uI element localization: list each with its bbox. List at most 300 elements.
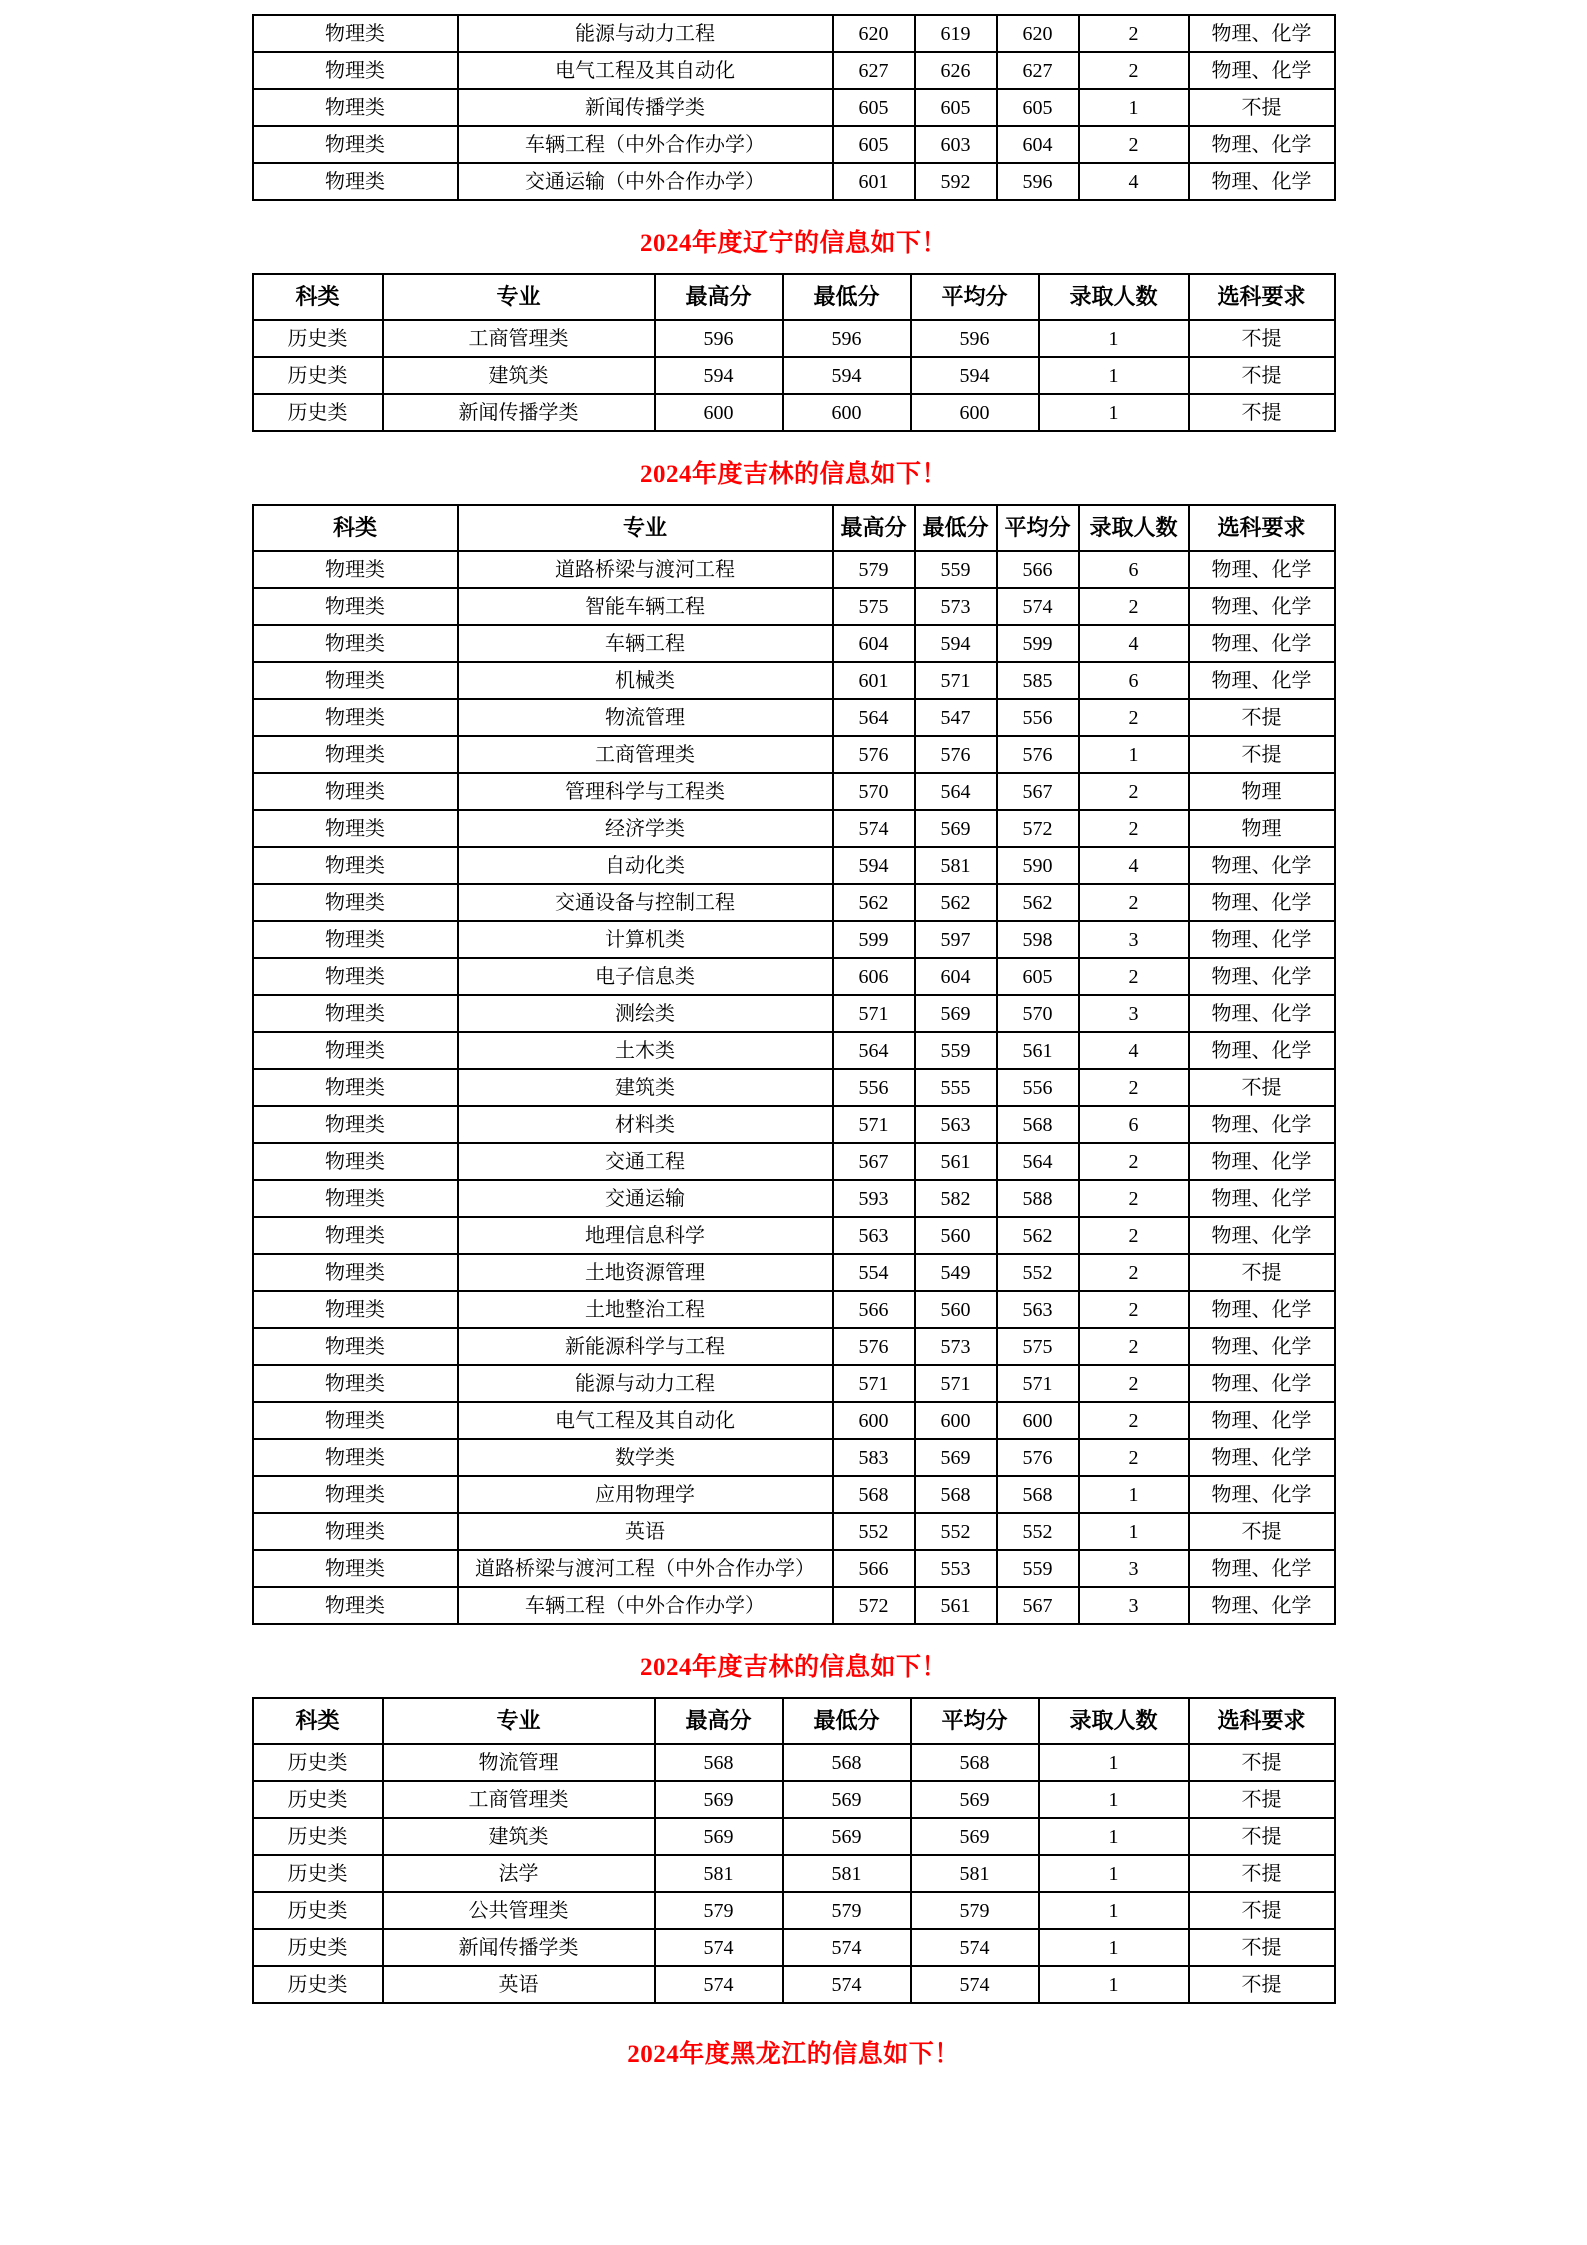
cell-avg-score: 563 (997, 1291, 1079, 1328)
cell-subject-requirement: 不提 (1189, 357, 1335, 394)
cell-max-score: 579 (655, 1892, 783, 1929)
cell-min-score: 562 (915, 884, 997, 921)
cell-avg-score: 556 (997, 1069, 1079, 1106)
table-row (253, 625, 1335, 662)
jilin-history-table-body (253, 1744, 1335, 2003)
cell-max-score: 579 (833, 551, 915, 588)
col-header-admitted-count: 录取人数 (1039, 1698, 1189, 1744)
cell-min-score: 547 (915, 699, 997, 736)
cell-avg-score: 572 (997, 810, 1079, 847)
cell-admitted-count: 2 (1079, 810, 1189, 847)
cell-avg-score: 569 (911, 1781, 1039, 1818)
cell-admitted-count: 1 (1079, 89, 1189, 126)
cell-major: 道路桥梁与渡河工程 (458, 551, 833, 588)
cell-subject-requirement: 物理 (1189, 773, 1335, 810)
liaoning-table-head (253, 274, 1335, 320)
col-header-major: 专业 (383, 1698, 655, 1744)
top-spacer (0, 0, 1587, 14)
table-row (253, 1180, 1335, 1217)
cell-avg-score: 559 (997, 1550, 1079, 1587)
cell-subject-requirement: 不提 (1189, 394, 1335, 431)
cell-avg-score: 620 (997, 15, 1079, 52)
cell-avg-score: 562 (997, 1217, 1079, 1254)
cell-major: 交通运输 (458, 1180, 833, 1217)
cell-avg-score: 596 (911, 320, 1039, 357)
col-header-admitted-count: 录取人数 (1079, 505, 1189, 551)
table-row (253, 394, 1335, 431)
cell-admitted-count: 6 (1079, 1106, 1189, 1143)
cell-subject-requirement: 物理、化学 (1189, 1328, 1335, 1365)
col-header-subject-requirement: 选科要求 (1189, 505, 1335, 551)
table-row (253, 1550, 1335, 1587)
cell-avg-score: 605 (997, 958, 1079, 995)
table-row (253, 1143, 1335, 1180)
cell-subject-requirement: 物理、化学 (1189, 1550, 1335, 1587)
jilin-history-table-head (253, 1698, 1335, 1744)
cell-max-score: 568 (655, 1744, 783, 1781)
table-row (253, 995, 1335, 1032)
cell-subject-requirement: 不提 (1189, 89, 1335, 126)
table-header-row (253, 274, 1335, 320)
table-row (253, 551, 1335, 588)
cell-avg-score: 561 (997, 1032, 1079, 1069)
cell-min-score: 579 (783, 1892, 911, 1929)
cell-max-score: 601 (833, 662, 915, 699)
cell-max-score: 604 (833, 625, 915, 662)
cell-kelei: 物理类 (253, 1587, 458, 1624)
cell-max-score: 569 (655, 1818, 783, 1855)
cell-admitted-count: 4 (1079, 625, 1189, 662)
table-row (253, 1365, 1335, 1402)
cell-min-score: 600 (915, 1402, 997, 1439)
cell-major: 土木类 (458, 1032, 833, 1069)
cell-min-score: 569 (783, 1781, 911, 1818)
cell-admitted-count: 2 (1079, 1143, 1189, 1180)
table-row (253, 15, 1335, 52)
jilin-physics-table-block (0, 504, 1587, 1625)
cell-major: 机械类 (458, 662, 833, 699)
cell-avg-score: 581 (911, 1855, 1039, 1892)
cell-kelei: 物理类 (253, 736, 458, 773)
cell-max-score: 554 (833, 1254, 915, 1291)
col-header-min-score: 最低分 (783, 274, 911, 320)
cell-kelei: 历史类 (253, 1744, 383, 1781)
cell-major: 建筑类 (458, 1069, 833, 1106)
cell-max-score: 572 (833, 1587, 915, 1624)
cell-admitted-count: 1 (1079, 1513, 1189, 1550)
cell-subject-requirement: 物理、化学 (1189, 1180, 1335, 1217)
cell-kelei: 历史类 (253, 394, 383, 431)
cell-admitted-count: 1 (1039, 1744, 1189, 1781)
cell-min-score: 569 (915, 1439, 997, 1476)
cell-admitted-count: 6 (1079, 662, 1189, 699)
cell-kelei: 物理类 (253, 15, 458, 52)
cell-avg-score: 575 (997, 1328, 1079, 1365)
cell-kelei: 物理类 (253, 810, 458, 847)
col-header-max-score: 最高分 (655, 1698, 783, 1744)
cell-min-score: 594 (783, 357, 911, 394)
table-row (253, 1513, 1335, 1550)
cell-major: 管理科学与工程类 (458, 773, 833, 810)
cell-max-score: 556 (833, 1069, 915, 1106)
cell-avg-score: 599 (997, 625, 1079, 662)
cell-kelei: 历史类 (253, 320, 383, 357)
cell-admitted-count: 1 (1039, 1929, 1189, 1966)
table-row (253, 1587, 1335, 1624)
cell-subject-requirement: 物理、化学 (1189, 884, 1335, 921)
cell-avg-score: 579 (911, 1892, 1039, 1929)
table-row (253, 1929, 1335, 1966)
cell-major: 英语 (458, 1513, 833, 1550)
cell-kelei: 物理类 (253, 884, 458, 921)
col-header-subject-requirement: 选科要求 (1189, 1698, 1335, 1744)
cell-kelei: 物理类 (253, 1106, 458, 1143)
cell-max-score: 601 (833, 163, 915, 200)
col-header-major: 专业 (458, 505, 833, 551)
spacer-before-jilin-physics-table (0, 490, 1587, 504)
cell-subject-requirement: 物理、化学 (1189, 662, 1335, 699)
table-row (253, 1476, 1335, 1513)
table-row (253, 1032, 1335, 1069)
cell-max-score: 569 (655, 1781, 783, 1818)
spacer-after-liaoning-table (0, 432, 1587, 454)
cell-major: 新闻传播学类 (383, 1929, 655, 1966)
table-row (253, 1781, 1335, 1818)
cell-kelei: 物理类 (253, 1439, 458, 1476)
cell-major: 英语 (383, 1966, 655, 2003)
table-row (253, 773, 1335, 810)
cell-admitted-count: 2 (1079, 1439, 1189, 1476)
cell-avg-score: 562 (997, 884, 1079, 921)
cell-admitted-count: 2 (1079, 1365, 1189, 1402)
cell-max-score: 574 (655, 1966, 783, 2003)
col-header-admitted-count: 录取人数 (1039, 274, 1189, 320)
cell-subject-requirement: 物理、化学 (1189, 921, 1335, 958)
cell-major: 新闻传播学类 (458, 89, 833, 126)
cell-kelei: 历史类 (253, 1818, 383, 1855)
cell-kelei: 物理类 (253, 921, 458, 958)
heading-jilin-physics: 2024年度吉林的信息如下！ (639, 461, 947, 488)
cell-max-score: 599 (833, 921, 915, 958)
table-row (253, 1402, 1335, 1439)
cell-min-score: 573 (915, 588, 997, 625)
cell-subject-requirement: 不提 (1189, 1069, 1335, 1106)
cell-max-score: 563 (833, 1217, 915, 1254)
col-header-min-score: 最低分 (783, 1698, 911, 1744)
cell-major: 能源与动力工程 (458, 1365, 833, 1402)
cell-major: 计算机类 (458, 921, 833, 958)
cell-major: 交通设备与控制工程 (458, 884, 833, 921)
cell-admitted-count: 2 (1079, 1180, 1189, 1217)
cell-subject-requirement: 物理、化学 (1189, 163, 1335, 200)
cell-major: 能源与动力工程 (458, 15, 833, 52)
cell-min-score: 582 (915, 1180, 997, 1217)
cell-kelei: 物理类 (253, 662, 458, 699)
cell-admitted-count: 1 (1039, 320, 1189, 357)
cell-subject-requirement: 物理、化学 (1189, 1032, 1335, 1069)
cell-major: 法学 (383, 1855, 655, 1892)
cell-major: 车辆工程（中外合作办学） (458, 1587, 833, 1624)
cell-major: 工商管理类 (383, 320, 655, 357)
cell-max-score: 564 (833, 699, 915, 736)
cell-avg-score: 570 (997, 995, 1079, 1032)
cell-min-score: 581 (915, 847, 997, 884)
cell-subject-requirement: 物理、化学 (1189, 1365, 1335, 1402)
cell-admitted-count: 2 (1079, 1328, 1189, 1365)
cell-min-score: 568 (915, 1476, 997, 1513)
cell-kelei: 物理类 (253, 625, 458, 662)
table-row (253, 958, 1335, 995)
cell-admitted-count: 4 (1079, 1032, 1189, 1069)
cell-major: 交通工程 (458, 1143, 833, 1180)
cell-admitted-count: 2 (1079, 126, 1189, 163)
table-row (253, 1439, 1335, 1476)
cell-major: 新能源科学与工程 (458, 1328, 833, 1365)
cell-major: 数学类 (458, 1439, 833, 1476)
cell-kelei: 物理类 (253, 1513, 458, 1550)
heading-jilin-history: 2024年度吉林的信息如下！ (639, 1654, 947, 1681)
cell-avg-score: 600 (911, 394, 1039, 431)
cell-max-score: 552 (833, 1513, 915, 1550)
cell-avg-score: 588 (997, 1180, 1079, 1217)
cell-avg-score: 556 (997, 699, 1079, 736)
cell-subject-requirement: 物理、化学 (1189, 847, 1335, 884)
cell-admitted-count: 2 (1079, 1217, 1189, 1254)
cell-max-score: 576 (833, 736, 915, 773)
cell-kelei: 历史类 (253, 1929, 383, 1966)
cell-admitted-count: 4 (1079, 847, 1189, 884)
top-partial-table-body (253, 15, 1335, 200)
col-header-kelei: 科类 (253, 1698, 383, 1744)
cell-admitted-count: 2 (1079, 588, 1189, 625)
cell-kelei: 物理类 (253, 1402, 458, 1439)
cell-min-score: 564 (915, 773, 997, 810)
cell-subject-requirement: 物理、化学 (1189, 1587, 1335, 1624)
cell-avg-score: 552 (997, 1513, 1079, 1550)
cell-subject-requirement: 物理 (1189, 810, 1335, 847)
cell-max-score: 571 (833, 1365, 915, 1402)
cell-min-score: 549 (915, 1254, 997, 1291)
cell-admitted-count: 1 (1039, 394, 1189, 431)
cell-min-score: 573 (915, 1328, 997, 1365)
cell-kelei: 物理类 (253, 1291, 458, 1328)
cell-avg-score: 605 (997, 89, 1079, 126)
cell-admitted-count: 1 (1079, 736, 1189, 773)
table-row (253, 699, 1335, 736)
cell-max-score: 566 (833, 1291, 915, 1328)
table-row (253, 1744, 1335, 1781)
cell-max-score: 620 (833, 15, 915, 52)
cell-admitted-count: 2 (1079, 1291, 1189, 1328)
cell-kelei: 物理类 (253, 89, 458, 126)
cell-subject-requirement: 物理、化学 (1189, 1106, 1335, 1143)
table-row (253, 1217, 1335, 1254)
col-header-major: 专业 (383, 274, 655, 320)
cell-avg-score: 564 (997, 1143, 1079, 1180)
cell-subject-requirement: 不提 (1189, 1929, 1335, 1966)
table-row (253, 1106, 1335, 1143)
cell-min-score: 561 (915, 1143, 997, 1180)
cell-min-score: 619 (915, 15, 997, 52)
cell-min-score: 604 (915, 958, 997, 995)
cell-avg-score: 604 (997, 126, 1079, 163)
jilin-physics-table-body (253, 551, 1335, 1624)
cell-major: 应用物理学 (458, 1476, 833, 1513)
cell-major: 工商管理类 (458, 736, 833, 773)
cell-subject-requirement: 不提 (1189, 1513, 1335, 1550)
table-row (253, 588, 1335, 625)
cell-subject-requirement: 不提 (1189, 1892, 1335, 1929)
cell-max-score: 605 (833, 89, 915, 126)
cell-admitted-count: 2 (1079, 958, 1189, 995)
cell-admitted-count: 2 (1079, 1254, 1189, 1291)
cell-max-score: 600 (655, 394, 783, 431)
table-row (253, 1855, 1335, 1892)
jilin-physics-table (252, 504, 1336, 1625)
cell-major: 电气工程及其自动化 (458, 52, 833, 89)
cell-avg-score: 574 (911, 1929, 1039, 1966)
cell-kelei: 物理类 (253, 163, 458, 200)
cell-max-score: 594 (655, 357, 783, 394)
cell-min-score: 559 (915, 551, 997, 588)
cell-subject-requirement: 物理、化学 (1189, 958, 1335, 995)
col-header-max-score: 最高分 (833, 505, 915, 551)
cell-admitted-count: 2 (1079, 15, 1189, 52)
cell-max-score: 594 (833, 847, 915, 884)
cell-min-score: 553 (915, 1550, 997, 1587)
cell-avg-score: 568 (911, 1744, 1039, 1781)
cell-subject-requirement: 物理、化学 (1189, 1476, 1335, 1513)
cell-admitted-count: 1 (1039, 1781, 1189, 1818)
cell-major: 自动化类 (458, 847, 833, 884)
cell-kelei: 历史类 (253, 1966, 383, 2003)
cell-admitted-count: 3 (1079, 1587, 1189, 1624)
col-header-min-score: 最低分 (915, 505, 997, 551)
jilin-physics-table-head (253, 505, 1335, 551)
cell-max-score: 596 (655, 320, 783, 357)
top-partial-table (252, 14, 1336, 201)
cell-max-score: 564 (833, 1032, 915, 1069)
cell-max-score: 627 (833, 52, 915, 89)
heading-liaoning: 2024年度辽宁的信息如下！ (639, 230, 947, 257)
cell-admitted-count: 4 (1079, 163, 1189, 200)
cell-subject-requirement: 物理、化学 (1189, 1143, 1335, 1180)
cell-min-score: 592 (915, 163, 997, 200)
cell-min-score: 561 (915, 1587, 997, 1624)
cell-admitted-count: 6 (1079, 551, 1189, 588)
cell-max-score: 581 (655, 1855, 783, 1892)
cell-major: 工商管理类 (383, 1781, 655, 1818)
cell-kelei: 历史类 (253, 357, 383, 394)
table-row (253, 1069, 1335, 1106)
jilin-history-table-block (0, 1697, 1587, 2004)
table-row (253, 1254, 1335, 1291)
cell-major: 地理信息科学 (458, 1217, 833, 1254)
cell-kelei: 物理类 (253, 1032, 458, 1069)
cell-kelei: 历史类 (253, 1892, 383, 1929)
col-header-avg-score: 平均分 (911, 274, 1039, 320)
cell-major: 车辆工程 (458, 625, 833, 662)
cell-min-score: 571 (915, 662, 997, 699)
cell-avg-score: 574 (911, 1966, 1039, 2003)
cell-admitted-count: 1 (1039, 1855, 1189, 1892)
cell-avg-score: 567 (997, 1587, 1079, 1624)
cell-major: 经济学类 (458, 810, 833, 847)
cell-kelei: 物理类 (253, 773, 458, 810)
cell-avg-score: 571 (997, 1365, 1079, 1402)
cell-subject-requirement: 不提 (1189, 1966, 1335, 2003)
cell-max-score: 575 (833, 588, 915, 625)
cell-max-score: 574 (833, 810, 915, 847)
spacer-before-jilin-history-table (0, 1683, 1587, 1697)
cell-min-score: 560 (915, 1291, 997, 1328)
cell-min-score: 559 (915, 1032, 997, 1069)
cell-major: 土地整治工程 (458, 1291, 833, 1328)
cell-subject-requirement: 物理、化学 (1189, 1439, 1335, 1476)
cell-admitted-count: 2 (1079, 1069, 1189, 1106)
cell-max-score: 571 (833, 1106, 915, 1143)
cell-kelei: 物理类 (253, 1476, 458, 1513)
cell-avg-score: 568 (997, 1476, 1079, 1513)
table-row (253, 810, 1335, 847)
col-header-max-score: 最高分 (655, 274, 783, 320)
table-row (253, 662, 1335, 699)
table-header-row (253, 1698, 1335, 1744)
liaoning-table-body (253, 320, 1335, 431)
table-row (253, 847, 1335, 884)
table-row (253, 1328, 1335, 1365)
table-row (253, 320, 1335, 357)
cell-admitted-count: 3 (1079, 995, 1189, 1032)
cell-admitted-count: 1 (1039, 1892, 1189, 1929)
cell-avg-score: 585 (997, 662, 1079, 699)
cell-avg-score: 574 (997, 588, 1079, 625)
cell-min-score: 571 (915, 1365, 997, 1402)
cell-admitted-count: 1 (1079, 1476, 1189, 1513)
cell-subject-requirement: 物理、化学 (1189, 1217, 1335, 1254)
heading-heilongjiang: 2024年度黑龙江的信息如下！ (627, 2041, 960, 2068)
cell-avg-score: 627 (997, 52, 1079, 89)
cell-min-score: 603 (915, 126, 997, 163)
cell-min-score: 552 (915, 1513, 997, 1550)
cell-kelei: 物理类 (253, 995, 458, 1032)
cell-min-score: 555 (915, 1069, 997, 1106)
cell-avg-score: 552 (997, 1254, 1079, 1291)
cell-kelei: 历史类 (253, 1855, 383, 1892)
liaoning-table (252, 273, 1336, 432)
cell-major: 交通运输（中外合作办学） (458, 163, 833, 200)
cell-admitted-count: 2 (1079, 699, 1189, 736)
cell-min-score: 596 (783, 320, 911, 357)
cell-min-score: 574 (783, 1966, 911, 2003)
cell-min-score: 568 (783, 1744, 911, 1781)
cell-kelei: 物理类 (253, 126, 458, 163)
cell-subject-requirement: 物理、化学 (1189, 1402, 1335, 1439)
cell-min-score: 569 (915, 810, 997, 847)
cell-kelei: 物理类 (253, 1180, 458, 1217)
table-row (253, 921, 1335, 958)
cell-kelei: 物理类 (253, 551, 458, 588)
col-header-subject-requirement: 选科要求 (1189, 274, 1335, 320)
cell-subject-requirement: 不提 (1189, 1744, 1335, 1781)
cell-avg-score: 568 (997, 1106, 1079, 1143)
cell-admitted-count: 1 (1039, 1818, 1189, 1855)
cell-subject-requirement: 不提 (1189, 1855, 1335, 1892)
jilin-history-table (252, 1697, 1336, 2004)
cell-kelei: 物理类 (253, 699, 458, 736)
cell-min-score: 626 (915, 52, 997, 89)
top-partial-table-block (0, 14, 1587, 201)
